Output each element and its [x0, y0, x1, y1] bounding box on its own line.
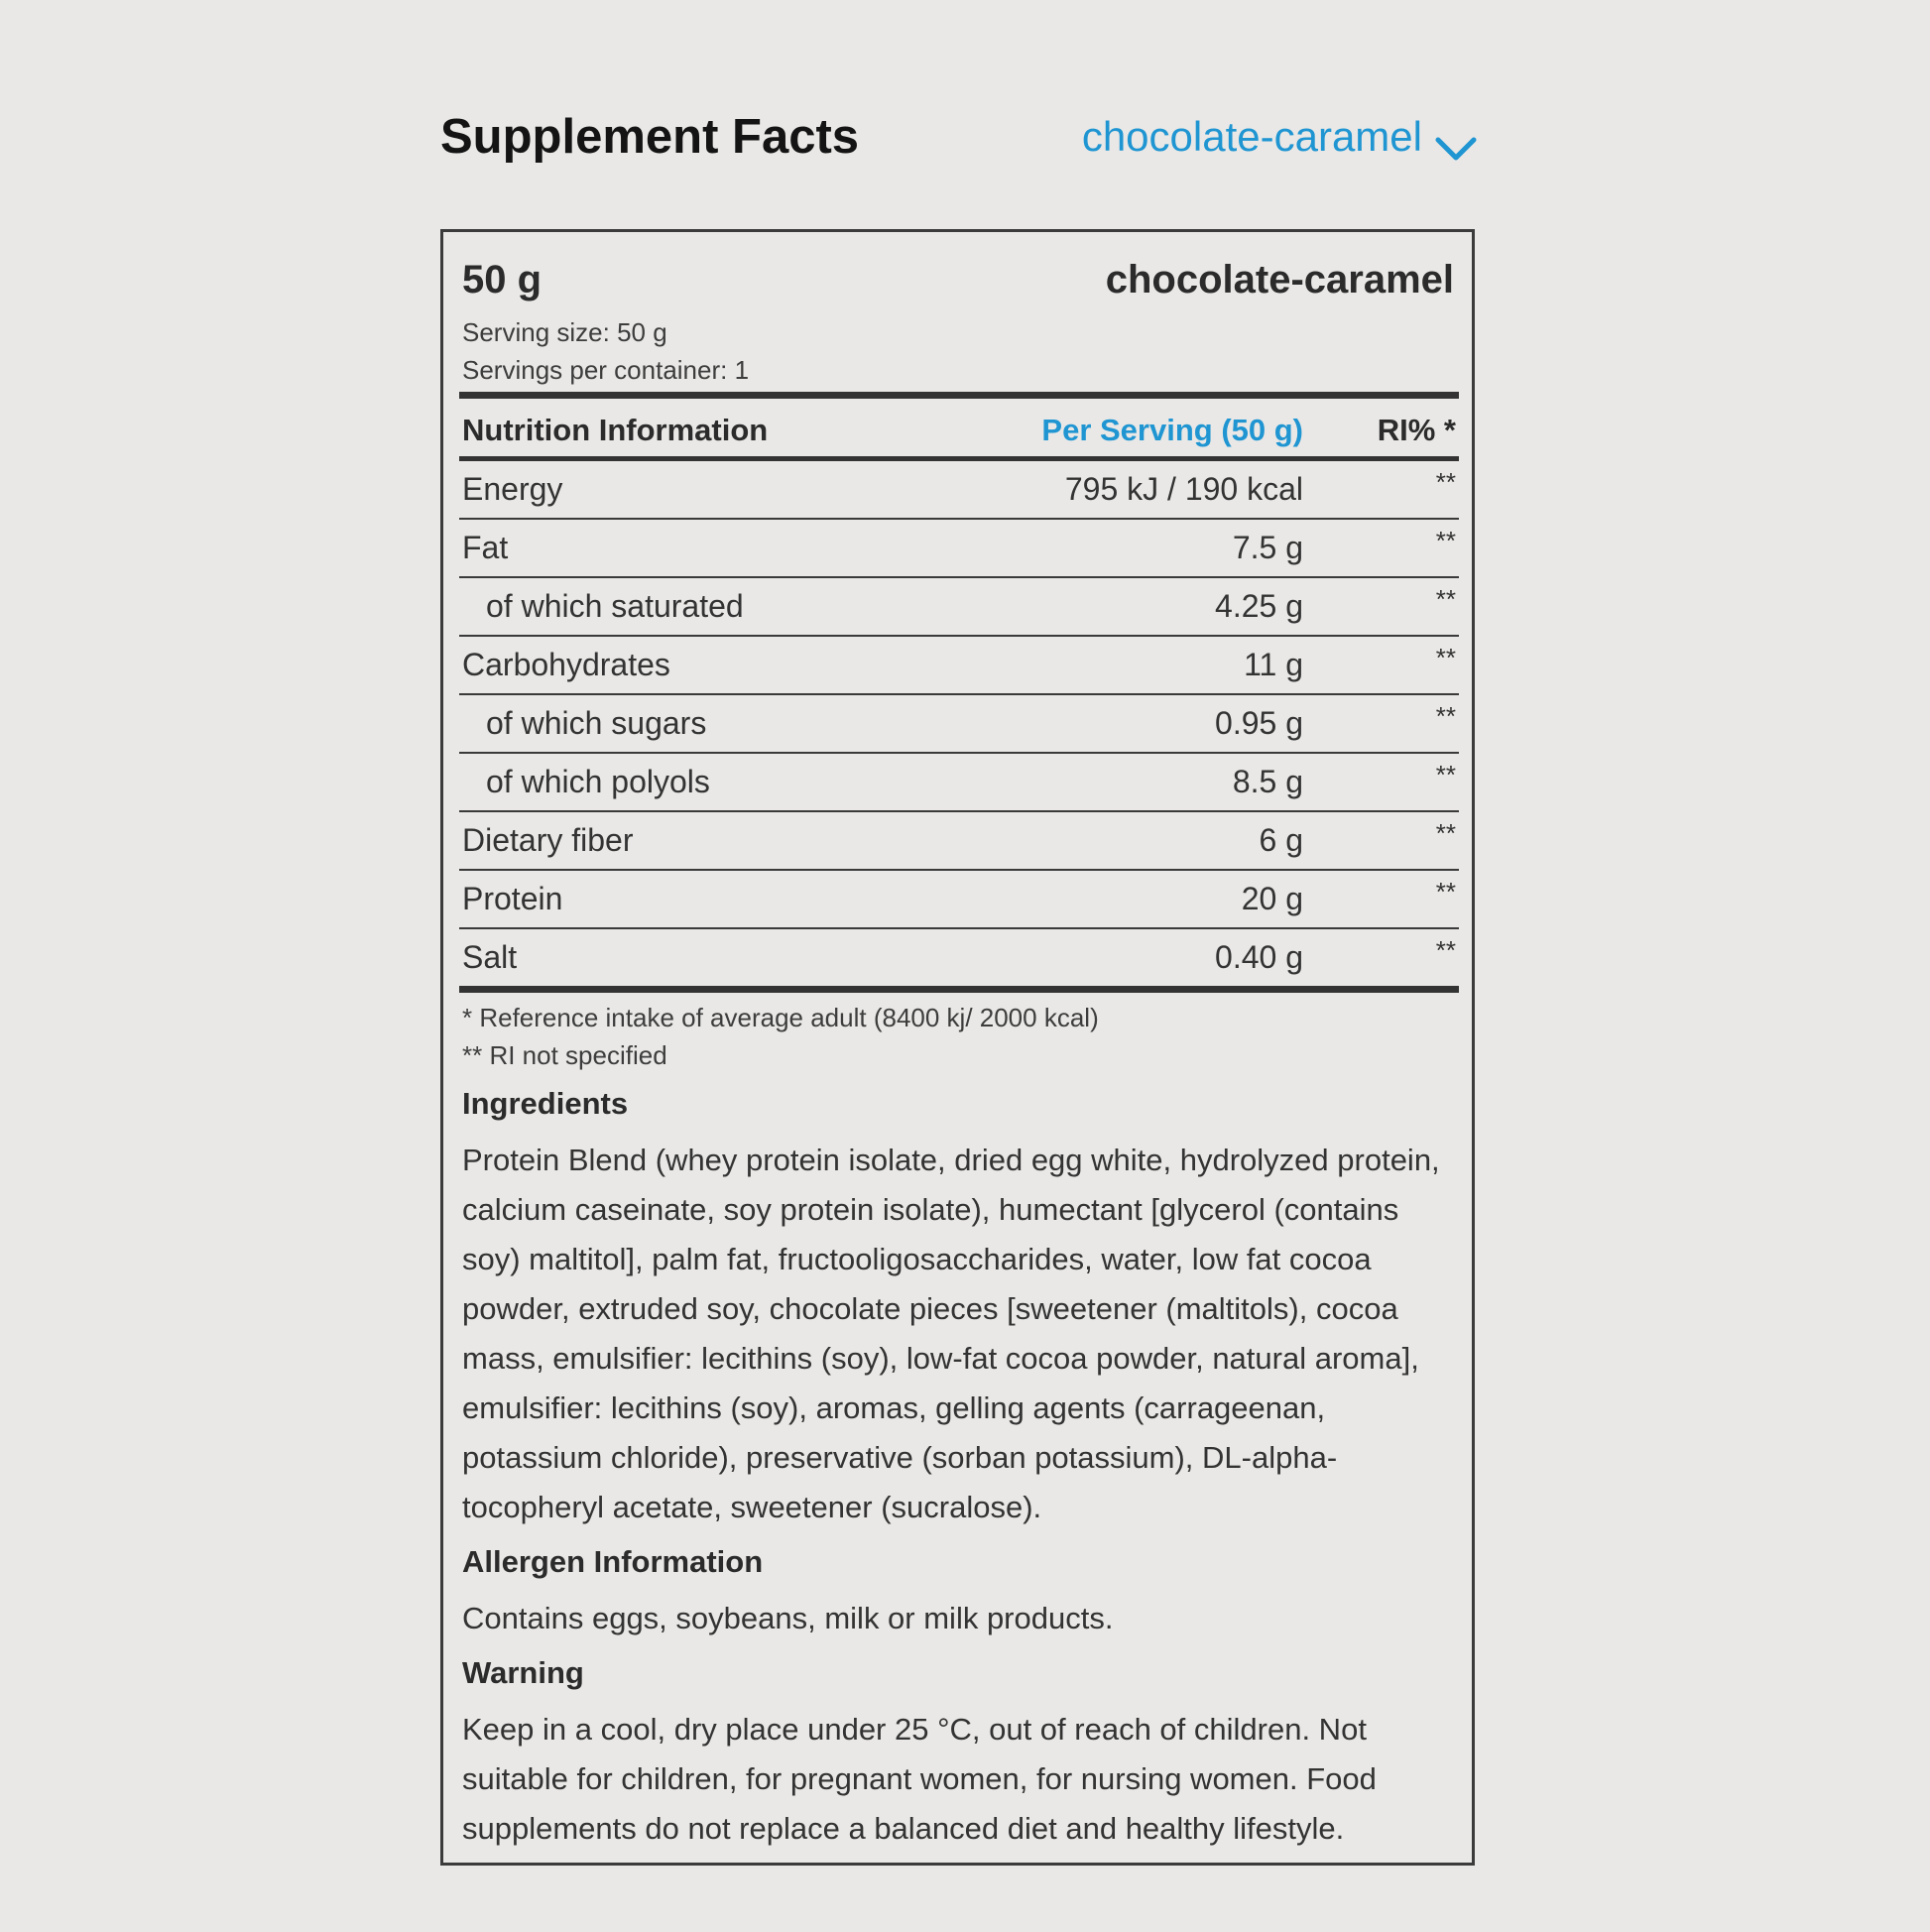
row-ri: **	[1435, 818, 1456, 848]
table-row	[459, 754, 1459, 812]
ingredients-text: Protein Blend (whey protein isolate, dried egg white, hydrolyzed protein, calcium caseinate, soy protein isolate), humectant [glycerol (contains soy) maltitol], palm fat, fructooligosaccharides, water, low fat cocoa powder, extruded soy, chocolate pieces [sweetener (maltitols), cocoa mass, emulsifier: lecithins (soy), low-fat cocoa powder, natural aroma], emulsifier: lecithins (soy), aromas, gelling agents (carrageenan, potassium chloride), preservative (sorban potassium), DL-alpha-tocopheryl acetate, sweetener (sucralose).	[462, 1143, 1440, 1524]
chevron-down-icon	[1434, 122, 1478, 152]
row-value: 0.95 g	[1215, 705, 1303, 741]
table-row	[459, 812, 1459, 871]
row-ri: **	[1435, 584, 1456, 614]
row-ri: **	[1435, 877, 1456, 906]
table-row	[459, 578, 1459, 637]
row-label: Energy	[462, 471, 563, 507]
table-row	[459, 637, 1459, 695]
row-label: of which saturated	[486, 588, 744, 624]
warning-text: Keep in a cool, dry place under 25 °C, out of reach of children. Not suitable for children, for pregnant women, for nursing women. Food supplements do not replace a balanced diet and healthy lifestyle.	[462, 1712, 1377, 1846]
panel-content	[459, 232, 1459, 1854]
row-ri: **	[1435, 643, 1456, 672]
row-value: 7.5 g	[1232, 530, 1303, 565]
row-value: 6 g	[1259, 822, 1303, 858]
table-row	[459, 461, 1459, 520]
row-value: 11 g	[1244, 647, 1303, 682]
column-header-ri: RI% *	[1377, 413, 1456, 447]
allergen-title: Allergen Information	[462, 1544, 764, 1579]
row-ri: **	[1435, 935, 1456, 965]
column-header-label: Nutrition Information	[462, 413, 769, 447]
row-ri: **	[1435, 526, 1456, 555]
row-label: Fat	[462, 530, 509, 565]
servings-per-container: Servings per container: 1	[462, 355, 750, 385]
row-label: Protein	[462, 881, 563, 916]
row-label: Carbohydrates	[462, 647, 670, 682]
row-value: 4.25 g	[1215, 588, 1303, 624]
table-row	[459, 929, 1459, 986]
ingredients-title: Ingredients	[462, 1086, 629, 1121]
row-value: 20 g	[1241, 881, 1303, 916]
divider	[459, 986, 1459, 993]
row-ri: **	[1435, 760, 1456, 789]
row-value: 0.40 g	[1215, 939, 1303, 975]
warning-title: Warning	[462, 1655, 584, 1690]
flavor-name: chocolate-caramel	[1105, 258, 1454, 302]
flavor-dropdown-label: chocolate-caramel	[1081, 113, 1422, 160]
row-ri: **	[1435, 701, 1456, 731]
serving-size: Serving size: 50 g	[462, 317, 667, 347]
serving-amount: 50 g	[462, 258, 543, 302]
allergen-text: Contains eggs, soybeans, milk or milk products.	[462, 1601, 1114, 1635]
footnote-ri: * Reference intake of average adult (8400 kj/ 2000 kcal)	[462, 1003, 1099, 1032]
table-row	[459, 695, 1459, 754]
nutrition-table-header	[459, 399, 1459, 456]
row-ri: **	[1435, 467, 1456, 497]
divider	[459, 392, 1459, 399]
row-label: Salt	[462, 939, 518, 975]
row-label: of which polyols	[486, 764, 710, 799]
footnote-not-specified: ** RI not specified	[462, 1040, 667, 1070]
table-row	[459, 871, 1459, 929]
flavor-dropdown[interactable]	[1082, 109, 1478, 165]
header	[440, 99, 1478, 177]
footnotes	[459, 999, 1459, 1074]
panel-top-row	[459, 232, 1459, 313]
column-header-serving: Per Serving (50 g)	[1041, 413, 1303, 447]
row-value: 795 kJ / 190 kcal	[1064, 471, 1303, 507]
table-row	[459, 520, 1459, 578]
page-title: Supplement Facts	[440, 110, 860, 164]
row-label: of which sugars	[486, 705, 707, 741]
row-value: 8.5 g	[1232, 764, 1303, 799]
supplement-facts-panel	[440, 229, 1475, 1866]
row-label: Dietary fiber	[462, 822, 634, 858]
